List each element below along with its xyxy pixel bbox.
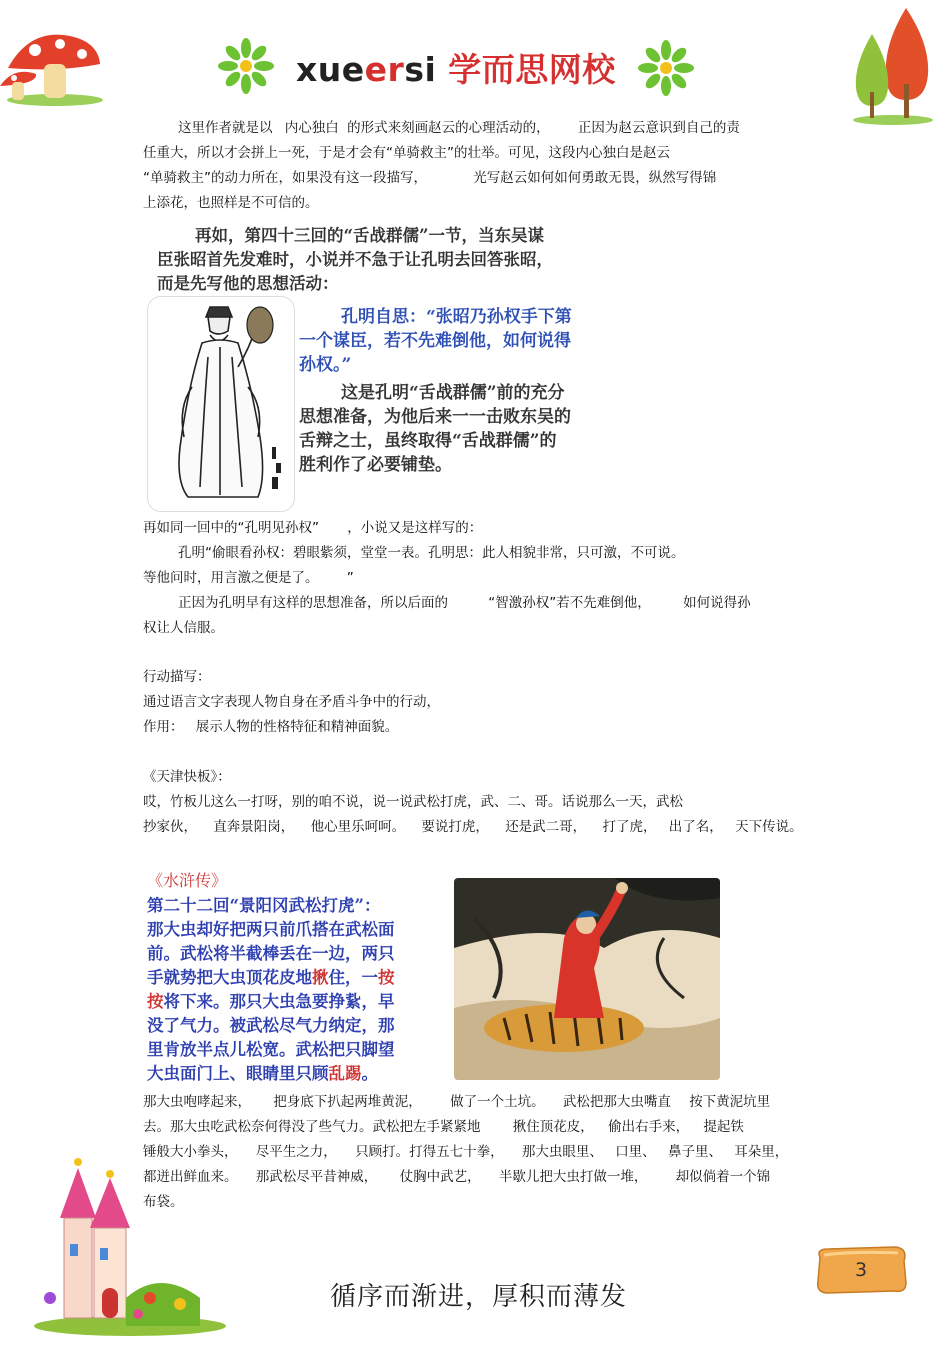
text-span: 去。那大虫吃武松奈何得没了些气力。武松把左手紧紧地 bbox=[143, 1119, 481, 1135]
figure-text-line bbox=[147, 1060, 378, 1084]
text-span: ，小说又是这样写的： bbox=[347, 520, 483, 536]
logo-part-b: er bbox=[364, 50, 405, 89]
text-span: 提起铁 bbox=[703, 1119, 744, 1135]
text-span: 展示人物的性格特征和精神面貌。 bbox=[195, 719, 399, 735]
text-span: 大虫面门上、眼睛里只顾 bbox=[147, 1064, 329, 1083]
text-span: 只顾打。打得五七十拳， bbox=[355, 1144, 504, 1160]
wusong-fighting-tiger-icon bbox=[454, 878, 720, 1080]
text-span: 按下黄泥坑里 bbox=[689, 1094, 771, 1110]
text-line: 任重大，所以才会拼上一死，于是才会有“单骑救主”的壮举。可见，这段内心独白是赵云 bbox=[143, 145, 670, 161]
text-line bbox=[143, 1167, 770, 1187]
text-span: 将下来。那只大虫急要挣紥，早 bbox=[163, 992, 395, 1011]
figure-comment-line: 思想准备，为他后来一一击败东吴的 bbox=[299, 407, 571, 427]
text-span: ” bbox=[346, 570, 354, 586]
text-span: 他心里乐呵呵。 bbox=[310, 819, 406, 835]
figure-text-line: 第二十二回“景阳冈武松打虎”： bbox=[147, 896, 381, 915]
text-span: 再如同一回中的“孔明见孙权” bbox=[143, 520, 319, 536]
text-span: 抄家伙， bbox=[143, 819, 197, 835]
text-span: 要说打虎， bbox=[421, 819, 489, 835]
flower-left-icon bbox=[218, 38, 274, 94]
text-span: 那大虫眼里、 bbox=[521, 1144, 603, 1160]
text-span: 揪住顶花皮， bbox=[512, 1119, 594, 1135]
text-span: 把身底下扒起两堆黄泥， bbox=[273, 1094, 422, 1110]
kongming-figure-icon bbox=[148, 297, 294, 511]
text-line bbox=[178, 118, 740, 138]
text-span: 都迸出鲜血来。 bbox=[143, 1169, 238, 1185]
text-span: 锤般大小拳头， bbox=[143, 1144, 238, 1160]
figure-text-line bbox=[147, 988, 395, 1012]
figure-intro-line: 臣张昭首先发难时，小说并不急于让孔明去回答张昭， bbox=[157, 250, 553, 269]
figure-text-line: 里肯放半点儿松宽。武松把只脚望 bbox=[147, 1040, 395, 1059]
kongming-quote-line: 孙权。” bbox=[299, 355, 352, 375]
figure-text-line: 那大虫却好把两只前爪搭在武松面 bbox=[147, 920, 395, 939]
text-span: 耳朵里， bbox=[734, 1144, 789, 1160]
text-line: 孔明“偷眼看孙权：碧眼紫须，堂堂一表。孔明思：此人相貌非常，只可激，不可说。 bbox=[178, 545, 685, 561]
text-span: “单骑救主”的动力所在，如果没有这一段描写， bbox=[143, 170, 427, 186]
text-line: 哎，竹板儿这么一打呀，别的咱不说，说一说武松打虎，武、二、哥。话说那么一天，武松 bbox=[143, 794, 683, 810]
text-span: 打了虎， bbox=[602, 819, 657, 835]
text-span: 半歇儿把大虫打做一堆， bbox=[498, 1169, 648, 1185]
logo-text bbox=[296, 44, 616, 91]
figure-text-line: 没了气力。被武松尽气力纳定，那 bbox=[147, 1016, 395, 1035]
text-span: 手就势把大虫顶花皮地 bbox=[147, 968, 312, 987]
highlight-span: 按 bbox=[147, 992, 164, 1011]
flower-right-icon bbox=[638, 40, 694, 96]
section-heading: 行动描写： bbox=[143, 669, 211, 685]
footer-motto: 循序而渐进，厚积而薄发 bbox=[330, 1282, 628, 1312]
figure-comment-line: 胜利作了必要铺垫。 bbox=[299, 455, 452, 475]
text-line bbox=[143, 1117, 744, 1137]
text-span: 住，一 bbox=[328, 968, 378, 987]
text-line: 通过语言文字表现人物自身在矛盾斗争中的行动， bbox=[143, 694, 440, 710]
highlight-span: 揪 bbox=[312, 968, 329, 987]
text-span: 那大虫咆哮起来， bbox=[143, 1094, 251, 1110]
text-span: 鼻子里、 bbox=[667, 1144, 722, 1160]
text-line: 权让人信服。 bbox=[143, 620, 224, 636]
highlight-span: 乱踢 bbox=[328, 1064, 362, 1083]
trees-decoration bbox=[848, 4, 938, 126]
wusong-tiger-painting bbox=[454, 878, 720, 1080]
text-span: 尽平生之力， bbox=[255, 1144, 337, 1160]
text-span: 偷出右手来， bbox=[608, 1119, 690, 1135]
text-line bbox=[143, 817, 803, 837]
text-span: 那武松尽平昔神威， bbox=[255, 1169, 378, 1185]
text-span: 作用： bbox=[143, 719, 184, 735]
mushroom-decoration bbox=[0, 8, 110, 108]
text-span: 正因为孔明早有这样的思想准备，所以后面的 bbox=[178, 595, 448, 611]
kongming-quote-line: 孔明自思：“张昭乃孙权手下第 bbox=[341, 307, 572, 327]
text-span: “智激孙权”若不先难倒他， bbox=[488, 595, 651, 611]
text-line bbox=[143, 1142, 788, 1162]
text-line: 布袋。 bbox=[143, 1194, 184, 1210]
logo-part-c: si bbox=[404, 50, 437, 89]
figure-shuihu-text bbox=[143, 868, 453, 1083]
text-line bbox=[143, 568, 354, 588]
text-span: 还是武二哥， bbox=[505, 819, 587, 835]
figure-text-line: 前。武松将半截棒丢在一边，两只 bbox=[147, 944, 395, 963]
figure-comment-line: 这是孔明“舌战群儒”前的充分 bbox=[341, 383, 565, 403]
section-heading: 《天津快板》： bbox=[143, 769, 231, 785]
figure-text-line bbox=[147, 964, 395, 988]
text-span: 出了名， bbox=[668, 819, 723, 835]
figure-intro-line: 而是先写他的思想活动： bbox=[157, 274, 339, 293]
text-span: 武松把那大虫嘴直 bbox=[562, 1094, 671, 1110]
text-span: 仗胸中武艺， bbox=[399, 1169, 481, 1185]
figure-comment-line: 舌辩之士，虽终取得“舌战群儒”的 bbox=[299, 431, 557, 451]
text-span: 正因为赵云意识到自己的责 bbox=[577, 120, 740, 136]
figure-intro-line: 再如，第四十三回的“舌战群儒”一节，当东吴谋 bbox=[195, 226, 544, 245]
text-line bbox=[143, 717, 398, 737]
figure-book-title: 《水浒传》 bbox=[147, 871, 228, 890]
page-number: 3 bbox=[854, 1259, 868, 1281]
text-span: 内心独白 bbox=[284, 120, 339, 136]
text-span: 口里、 bbox=[615, 1144, 656, 1160]
text-line bbox=[143, 518, 482, 538]
logo-chinese: 学而思网校 bbox=[448, 50, 616, 89]
text-span: 却似倘着一个锦 bbox=[675, 1169, 771, 1185]
text-span: 如何说得孙 bbox=[683, 595, 751, 611]
text-span: 光写赵云如何如何勇敢无畏，纵然写得锦 bbox=[473, 170, 717, 186]
kongming-portrait bbox=[147, 296, 295, 512]
text-span: 直奔景阳岗， bbox=[213, 819, 295, 835]
kongming-quote-line: 一个谋臣，若不先难倒他，如何说得 bbox=[299, 331, 571, 351]
page-number-badge bbox=[814, 1245, 908, 1295]
logo-part-a: xue bbox=[296, 50, 365, 89]
text-line bbox=[143, 1092, 770, 1112]
figure-kongming bbox=[143, 222, 633, 512]
highlight-span: 按 bbox=[378, 968, 395, 987]
text-span: 天下传说。 bbox=[735, 819, 803, 835]
text-span: 的形式来刻画赵云的心理活动的， bbox=[347, 120, 550, 136]
text-span: 。 bbox=[361, 1064, 378, 1083]
text-span: 做了一个土坑。 bbox=[450, 1094, 545, 1110]
castle-decoration bbox=[30, 1148, 230, 1338]
text-line bbox=[143, 168, 716, 188]
text-line bbox=[178, 593, 751, 613]
text-line: 上添花，也照样是不可信的。 bbox=[143, 195, 319, 211]
text-span: 这里作者就是以 bbox=[178, 120, 273, 136]
text-span: 等他问时，用言激之便是了。 bbox=[143, 570, 319, 586]
site-logo bbox=[218, 38, 698, 98]
